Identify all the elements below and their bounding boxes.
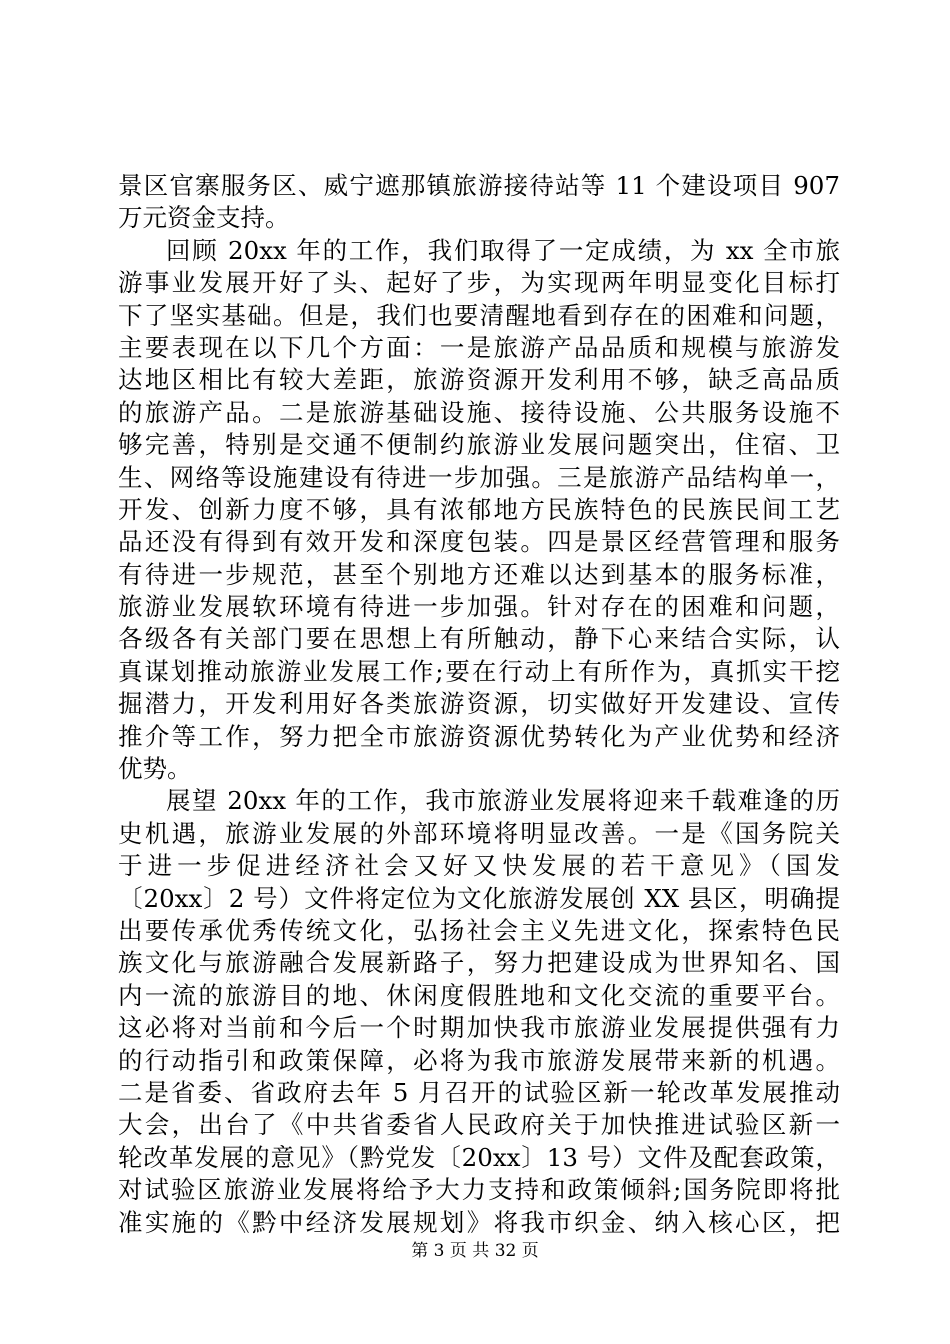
page-footer: 第 3 页 共 32 页 [411, 1241, 539, 1261]
text-line: 够完善，特别是交通不便制约旅游业发展问题突出，住宿、卫 [118, 430, 840, 460]
text-line: 达地区相比有较大差距，旅游资源开发利用不够，缺乏高品质 [118, 365, 840, 395]
text-line: 主要表现在以下几个方面：一是旅游产品品质和规模与旅游发 [118, 332, 840, 362]
text-line: 生、网络等设施建设有待进一步加强。三是旅游产品结构单一， [118, 462, 840, 492]
text-line: 下了坚实基础。但是，我们也要清醒地看到存在的困难和问题， [118, 300, 840, 330]
text-line: 游事业发展开好了头、起好了步，为实现两年明显变化目标打 [118, 268, 840, 298]
text-line: 的行动指引和政策保障，必将为我市旅游发展带来新的机遇。 [118, 1045, 840, 1075]
text-line: 族文化与旅游融合发展新路子，努力把建设成为世界知名、国 [118, 948, 840, 978]
text-line: 准实施的《黔中经济发展规划》将我市织金、纳入核心区，把 [118, 1207, 840, 1237]
document-body [118, 170, 840, 1239]
text-line: 〔20xx〕2 号）文件将定位为文化旅游发展创 XX 县区，明确提 [118, 883, 840, 913]
text-line: 景区官寨服务区、威宁遮那镇旅游接待站等 11 个建设项目 907 [118, 171, 840, 200]
paragraph-start-line: 回顾 20xx 年的工作，我们取得了一定成绩，为 xx 全市旅 [166, 235, 840, 265]
text-line: 二是省委、省政府去年 5 月召开的试验区新一轮改革发展推动 [118, 1077, 840, 1107]
text-line: 有待进一步规范，甚至个别地方还难以达到基本的服务标准， [118, 559, 840, 589]
text-line: 史机遇，旅游业发展的外部环境将明显改善。一是《国务院关 [118, 818, 840, 848]
text-line: 出要传承优秀传统文化，弘扬社会主义先进文化，探索特色民 [118, 915, 840, 945]
text-line: 万元资金支持。 [118, 203, 290, 233]
text-line: 优势。 [118, 754, 192, 784]
text-line: 各级各有关部门要在思想上有所触动，静下心来结合实际，认 [118, 624, 840, 654]
text-line: 大会，出台了《中共省委省人民政府关于加快推进试验区新一 [118, 1110, 840, 1140]
text-line: 的旅游产品。二是旅游基础设施、接待设施、公共服务设施不 [118, 397, 840, 427]
text-line: 轮改革发展的意见》（黔党发〔20xx〕13 号）文件及配套政策， [118, 1142, 840, 1172]
text-line: 开发、创新力度不够，具有浓郁地方民族特色的民族民间工艺 [118, 494, 840, 524]
text-line: 于进一步促进经济社会又好又快发展的若干意见》（国发 [118, 851, 840, 881]
text-line: 对试验区旅游业发展将给予大力支持和政策倾斜;国务院即将批 [118, 1175, 840, 1205]
text-line: 旅游业发展软环境有待进一步加强。针对存在的困难和问题， [118, 592, 840, 622]
text-line: 内一流的旅游目的地、休闲度假胜地和文化交流的重要平台。 [118, 980, 840, 1010]
text-line: 这必将对当前和今后一个时期加快我市旅游业发展提供强有力 [118, 1013, 840, 1043]
text-line: 掘潜力，开发利用好各类旅游资源，切实做好开发建设、宣传 [118, 689, 840, 719]
text-line: 真谋划推动旅游业发展工作;要在行动上有所作为，真抓实干挖 [118, 656, 840, 686]
text-line: 推介等工作，努力把全市旅游资源优势转化为产业优势和经济 [118, 721, 840, 751]
text-line: 品还没有得到有效开发和深度包装。四是景区经营管理和服务 [118, 527, 840, 557]
paragraph-start-line: 展望 20xx 年的工作，我市旅游业发展将迎来千载难逢的历 [166, 786, 840, 816]
